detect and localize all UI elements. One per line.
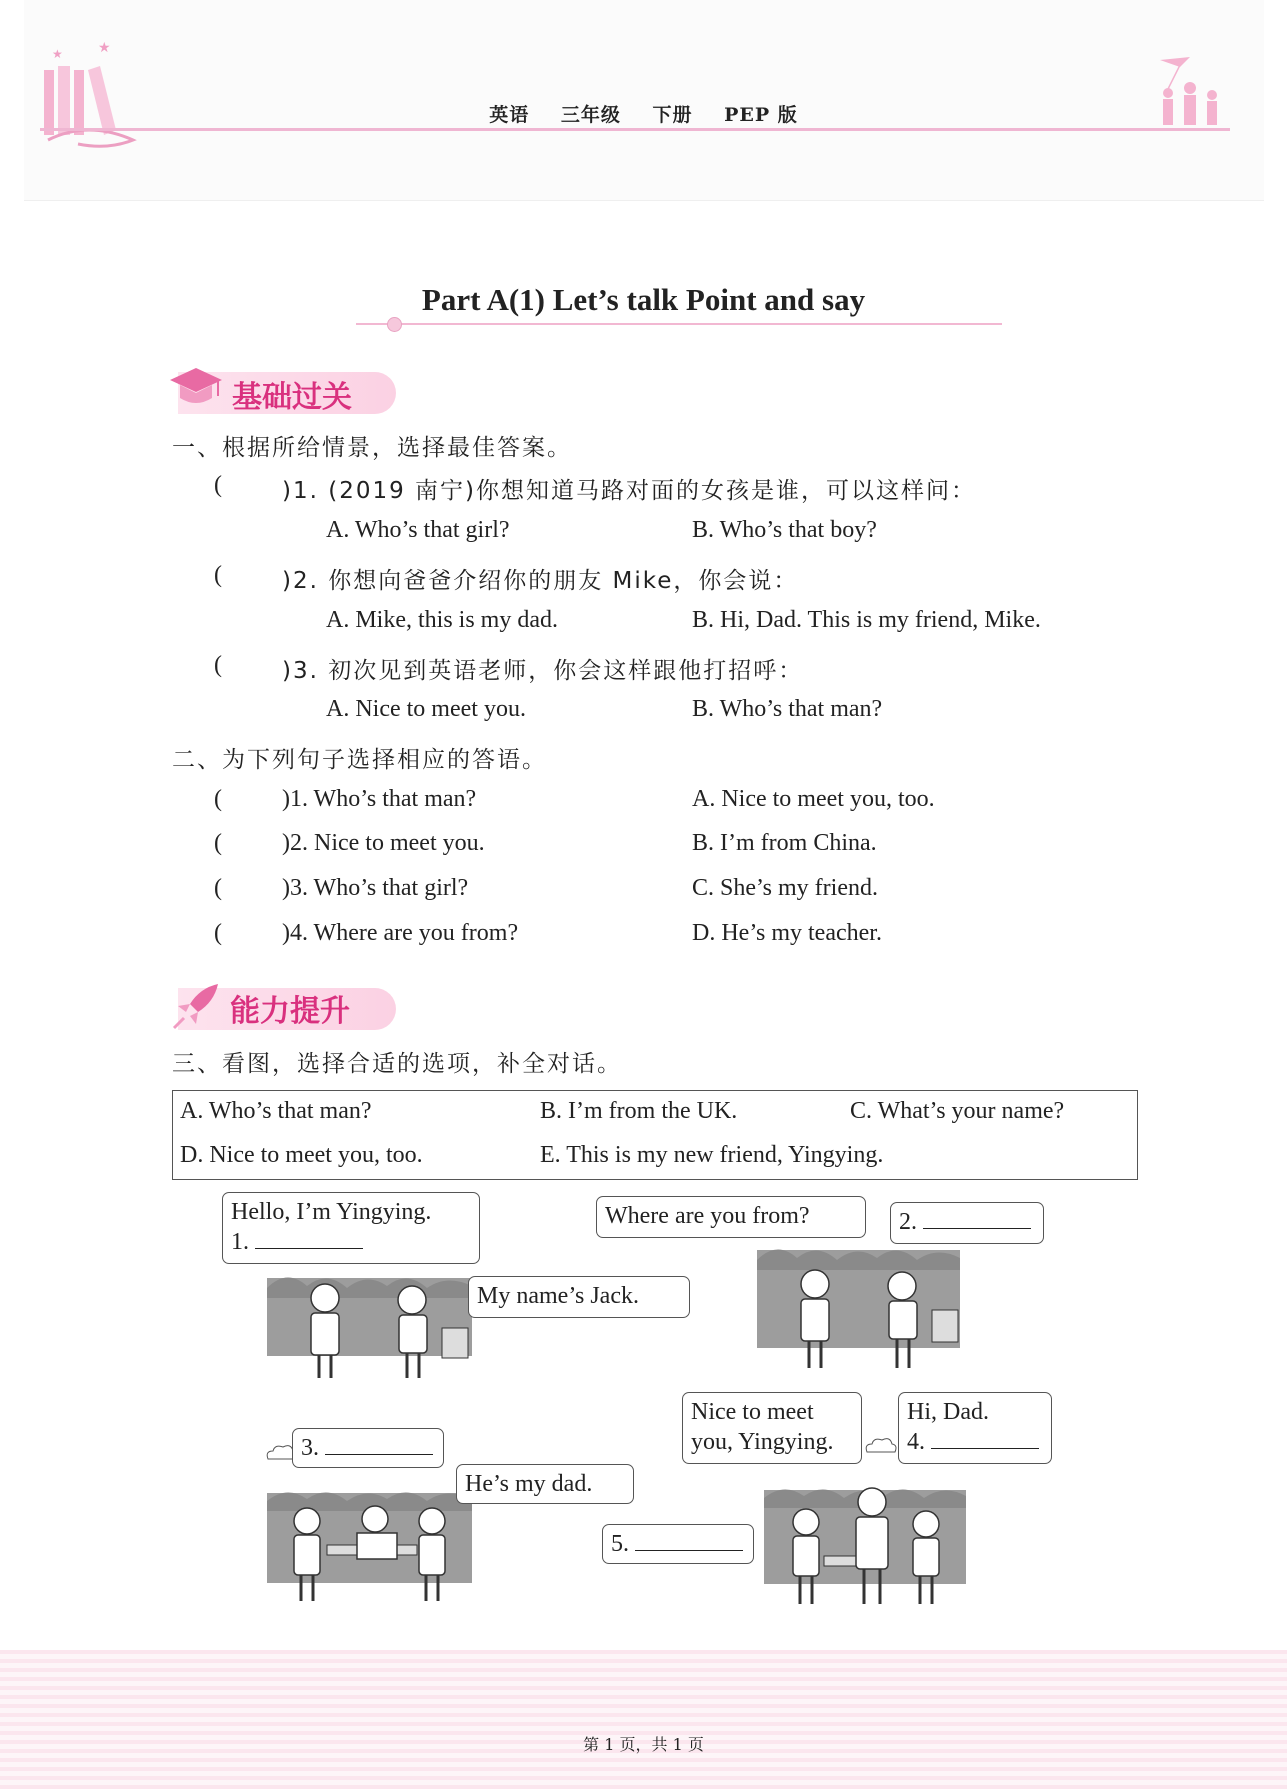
option-b: B. I’m from the UK. [540, 1098, 738, 1124]
graduation-cap-icon [168, 364, 224, 410]
page-title: Part A(1) Let’s talk Point and say [421, 282, 866, 317]
bubble-6-text: He’s my dad. [465, 1471, 593, 1497]
part2-instruction: 二、为下列句子选择相应的答语。 [172, 747, 547, 773]
header-volume: 下册 [652, 104, 693, 126]
book-logo [38, 40, 158, 150]
header-info [0, 100, 1287, 127]
match-question: )2. Nice to meet you. [282, 830, 485, 856]
speech-bubble-3 [596, 1196, 866, 1238]
q1-stem: )1. (2019 南宁)你想知道马路对面的女孩是谁，可以这样问： [282, 478, 977, 504]
section-heading-advanced: 能力提升 [230, 994, 350, 1029]
scene-1-illustration [267, 1268, 472, 1388]
answer-blank-1-1[interactable]: ( [214, 472, 222, 498]
speech-bubble-1 [222, 1192, 480, 1264]
blank-3-label: 3. [301, 1435, 319, 1461]
blank-3[interactable] [325, 1434, 433, 1455]
match-question: )3. Who’s that girl? [282, 875, 469, 901]
bubble-9-line [611, 1529, 745, 1559]
title-dot [387, 317, 402, 332]
header-edition: PEP 版 [724, 104, 798, 126]
q1-option-a: A. Who’s that girl? [326, 517, 510, 543]
scene-3-illustration [267, 1485, 472, 1607]
speech-bubble-8 [898, 1392, 1052, 1464]
bubble-2-text: My name’s Jack. [477, 1283, 639, 1309]
answer-blank-2-4[interactable]: ( [214, 920, 222, 946]
match-answer: B. I’m from China. [692, 830, 877, 856]
scene-4-illustration [764, 1482, 966, 1610]
q3-option-b: B. Who’s that man? [692, 696, 883, 722]
blank-4-label: 4. [907, 1429, 925, 1455]
option-d: D. Nice to meet you, too. [180, 1142, 423, 1168]
bubble-7-line1: Nice to meet [691, 1399, 814, 1425]
q3-option-a: A. Nice to meet you. [326, 696, 526, 722]
page-number: 第 1 页，共 1 页 [583, 1735, 704, 1754]
answer-blank-1-3[interactable]: ( [214, 652, 222, 678]
blank-2[interactable] [923, 1208, 1031, 1229]
section-heading-basic: 基础过关 [232, 380, 352, 415]
speech-bubble-6 [456, 1464, 634, 1504]
match-answer: A. Nice to meet you, too. [692, 786, 935, 812]
blank-1[interactable] [255, 1228, 363, 1249]
blank-1-label: 1. [231, 1229, 249, 1255]
option-a: A. Who’s that man? [180, 1098, 372, 1124]
option-c: C. What’s your name? [850, 1098, 1065, 1124]
header-subject: 英语 [489, 104, 530, 126]
bubble-4-line [899, 1207, 1035, 1237]
blank-5-label: 5. [611, 1531, 629, 1557]
speech-bubble-7 [682, 1392, 862, 1464]
bubble-3-text: Where are you from? [605, 1203, 810, 1229]
speech-bubble-5 [292, 1428, 444, 1468]
svg-text:★: ★ [52, 47, 63, 61]
speech-bubble-9 [602, 1524, 754, 1564]
q1-option-b: B. Who’s that boy? [692, 517, 877, 543]
answer-blank-2-1[interactable]: ( [214, 786, 222, 812]
answer-blank-1-2[interactable]: ( [214, 562, 222, 588]
match-question: )1. Who’s that man? [282, 786, 477, 812]
scene-2-illustration [757, 1240, 960, 1375]
q2-option-a: A. Mike, this is my dad. [326, 607, 558, 633]
bubble-8-line1: Hi, Dad. [907, 1399, 989, 1425]
cloud-icon [864, 1436, 898, 1454]
header-line [40, 128, 1230, 131]
q2-stem: )2. 你想向爸爸介绍你的朋友 Mike，你会说： [282, 568, 799, 594]
bubble-7-line2: you, Yingying. [691, 1429, 834, 1455]
bubble-8-line2 [907, 1427, 1043, 1457]
part1-instruction: 一、根据所给情景，选择最佳答案。 [172, 435, 572, 461]
match-question: )4. Where are you from? [282, 920, 519, 946]
bubble-1-line1: Hello, I’m Yingying. [231, 1199, 432, 1225]
match-answer: C. She’s my friend. [692, 875, 878, 901]
speech-bubble-4 [890, 1202, 1044, 1244]
blank-5[interactable] [635, 1530, 743, 1551]
header-grade: 三年级 [560, 104, 621, 126]
rocket-icon [170, 980, 224, 1030]
q2-option-b: B. Hi, Dad. This is my friend, Mike. [692, 607, 1041, 633]
footer-band [0, 1650, 1287, 1789]
answer-blank-2-3[interactable]: ( [214, 875, 222, 901]
part3-instruction: 三、看图，选择合适的选项，补全对话。 [172, 1051, 622, 1077]
q3-stem: )3. 初次见到英语老师，你会这样跟他打招呼： [282, 658, 804, 684]
title-underline [356, 323, 1002, 325]
match-answer: D. He’s my teacher. [692, 920, 882, 946]
bubble-1-line2 [231, 1227, 471, 1257]
svg-text:★: ★ [98, 40, 111, 56]
speech-bubble-2 [468, 1276, 690, 1318]
option-e: E. This is my new friend, Yingying. [540, 1142, 884, 1168]
blank-2-label: 2. [899, 1209, 917, 1235]
bubble-5-line [301, 1433, 435, 1463]
answer-blank-2-2[interactable]: ( [214, 830, 222, 856]
blank-4[interactable] [931, 1428, 1039, 1449]
